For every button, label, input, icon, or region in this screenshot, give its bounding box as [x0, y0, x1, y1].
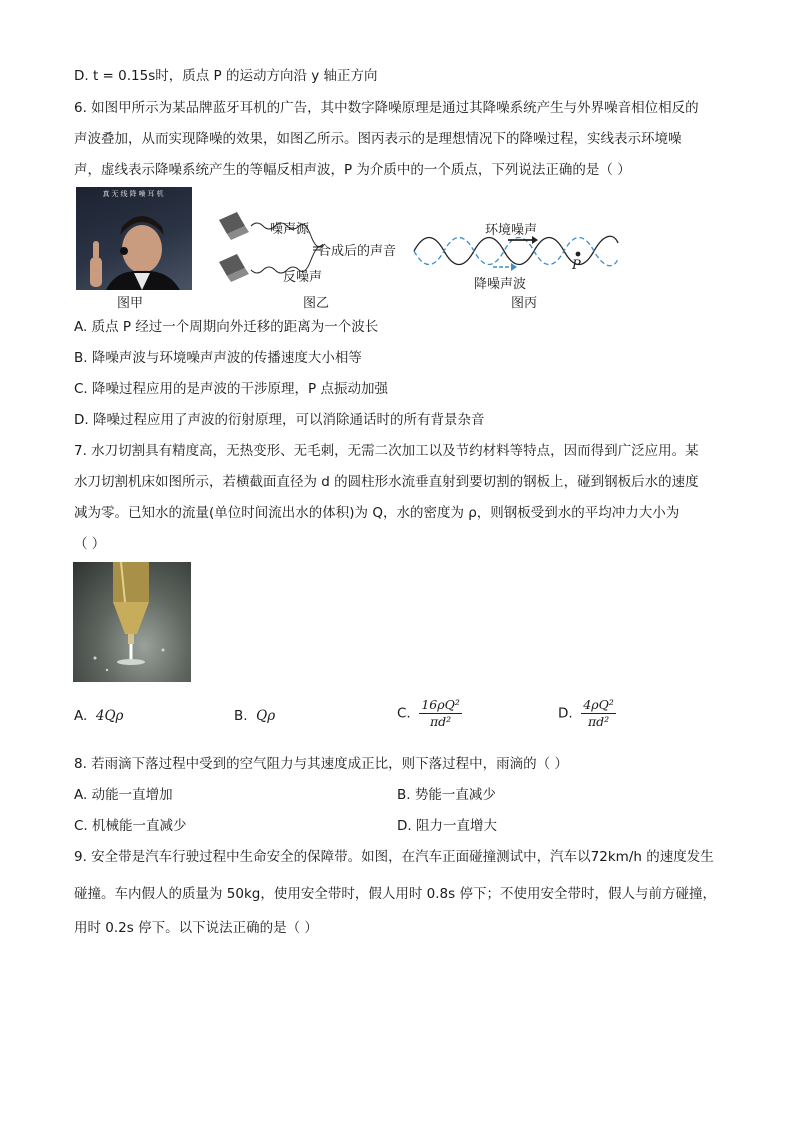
label-combined-sound: 合成后的声音 — [318, 244, 397, 259]
q7-stem-line-1: 7. 水刀切割具有精度高，无热变形、无毛刺，无需二次加工以及节约材料等特点，因而得到广泛应用。某 — [74, 443, 699, 459]
caption-bing: 图丙 — [511, 296, 538, 311]
reduce-wave-arrow — [493, 263, 517, 271]
q7-option-c — [397, 697, 462, 730]
q7-option-b — [234, 706, 275, 726]
q7-option-a-label: A. — [74, 708, 88, 724]
q7-option-d-numerator: 4ρQ² — [583, 697, 614, 712]
q8-option-b: B. 势能一直减少 — [397, 787, 496, 803]
q6-option-c: C. 降噪过程应用的是声波的干涉原理，P 点振动加强 — [74, 381, 388, 397]
q7-option-a-value: 4Qρ — [95, 708, 124, 724]
q7-option-b-value: Qρ — [256, 708, 276, 724]
label-reduce-wave: 降噪声波 — [474, 277, 527, 292]
q7-option-c-label: C. — [397, 705, 411, 722]
q9-stem-line-2: 碰撞。车内假人的质量为 50kg，使用安全带时，假人用时 0.8s 停下；不使用安全带时，假人与前方碰撞， — [74, 886, 716, 902]
waterjet-photo — [73, 562, 191, 682]
q7-stem-line-3: 减为零。已知水的流量(单位时间流出水的体积)为 Q，水的密度为 ρ，则钢板受到水的平均冲力大小为 — [74, 505, 680, 521]
q7-option-d — [558, 697, 616, 730]
speaker-top-icon — [219, 212, 249, 240]
q6-option-a: A. 质点 P 经过一个周期向外迁移的距离为一个波长 — [74, 319, 379, 335]
q9-stem-line-1: 9. 安全带是汽车行驶过程中生命安全的保障带。如图，在汽车正面碰撞测试中，汽车以72km/h 的速度发生 — [74, 849, 714, 865]
q7-option-d-label: D. — [558, 705, 573, 722]
q6-option-b: B. 降噪声波与环境噪声声波的传播速度大小相等 — [74, 350, 362, 366]
q5-option-d: D. t = 0.15s时，质点 P 的运动方向沿 y 轴正方向 — [74, 68, 378, 84]
q7-stem-line-4: （ ） — [74, 536, 106, 552]
waterjet-nozzle — [73, 562, 191, 682]
label-noise-source: 噪声源 — [270, 222, 310, 237]
ad-photo — [76, 187, 192, 290]
q8-option-a: A. 动能一直增加 — [74, 787, 173, 803]
q6-option-d: D. 降噪过程应用了声波的衍射原理，可以消除通话时的所有背景杂音 — [74, 412, 485, 428]
caption-jia: 图甲 — [117, 296, 144, 311]
ad-text: 真无线降噪耳机 — [102, 190, 166, 198]
point-p-marker — [576, 252, 581, 257]
q9-stem-line-3: 用时 0.2s 停下。以下说法正确的是（ ） — [74, 920, 318, 936]
q7-option-c-numerator: 16ρQ² — [421, 697, 460, 712]
speaker-bottom-icon — [219, 254, 249, 282]
q7-option-d-denominator: πd² — [587, 714, 610, 729]
q7-option-b-label: B. — [234, 708, 248, 724]
label-anti-noise: 反噪声 — [283, 270, 323, 285]
label-env-noise: 环境噪声 — [485, 223, 538, 238]
q8-option-d: D. 阻力一直增大 — [397, 818, 497, 834]
q6-stem-line-1: 6. 如图甲所示为某品牌蓝牙耳机的广告，其中数字降噪原理是通过其降噪系统产生与外界噪音相位相反的 — [74, 100, 699, 116]
q7-option-c-fraction — [419, 697, 462, 730]
q6-stem-line-2: 声波叠加，从而实现降噪的效果，如图乙所示。图丙表示的是理想情况下的降噪过程，实线表示环境噪 — [74, 131, 682, 147]
q7-option-a — [74, 706, 123, 726]
ad-photo-figure — [76, 187, 192, 290]
q8-option-c: C. 机械能一直减少 — [74, 818, 187, 834]
q6-stem-line-3: 声，虚线表示降噪系统产生的等幅反相声波，P 为介质中的一个质点，下列说法正确的是（ ） — [74, 162, 631, 178]
caption-yi: 图乙 — [303, 296, 330, 311]
q8-stem: 8. 若雨滴下落过程中受到的空气阻力与其速度成正比，则下落过程中，雨滴的（ ） — [74, 756, 568, 772]
label-point-p: P — [572, 258, 581, 273]
q7-stem-line-2: 水刀切割机床如图所示，若横截面直径为 d 的圆柱形水流垂直射到要切割的钢板上，碰到钢板后水的速度 — [74, 474, 699, 490]
q7-option-c-denominator: πd² — [429, 714, 452, 729]
q7-option-d-fraction — [581, 697, 616, 730]
